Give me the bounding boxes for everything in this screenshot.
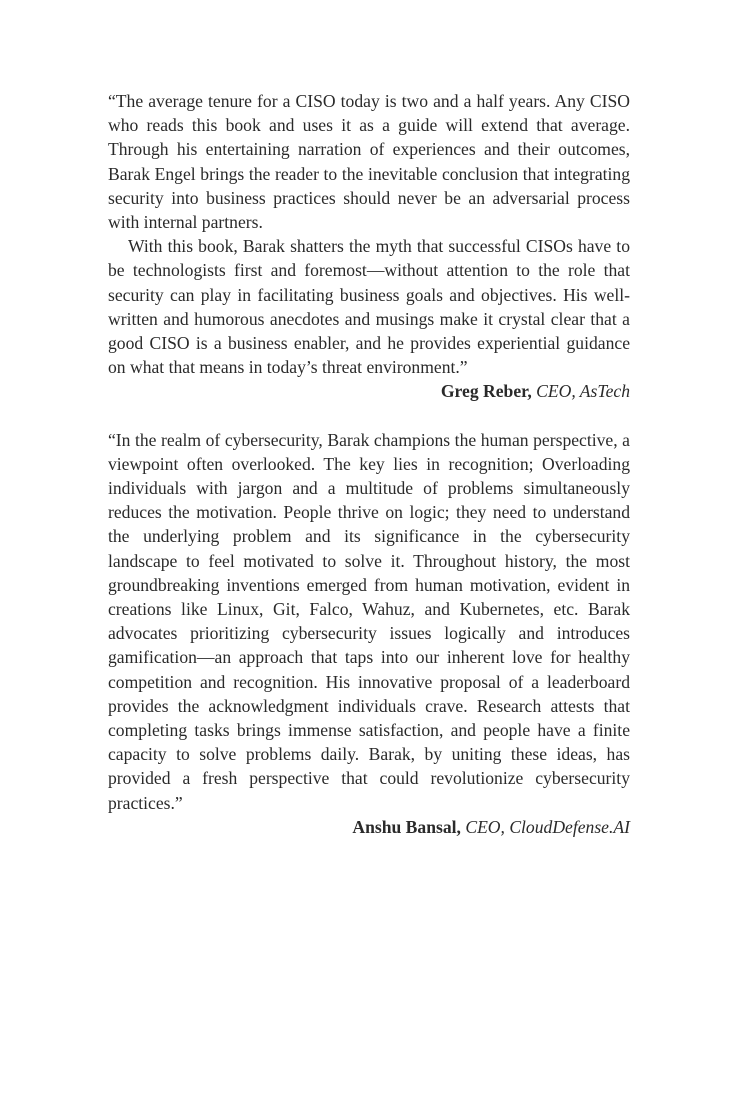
author-name: Anshu Bansal, (352, 816, 461, 837)
author-name: Greg Reber, (440, 381, 532, 402)
testimonial-attribution (108, 379, 630, 403)
testimonial-paragraph: “The average tenure for a CISO today is two and a half years. Any CISO who reads this book and uses it as a guide will extend that average. Through his entertaining narration of experiences and their outcomes, Barak Engel brings the reader to the inevitable conclusion that integrating security into business practices should never be an adversarial process with internal partners. (108, 91, 630, 233)
testimonial-anshu-bansal (108, 428, 630, 839)
testimonial-attribution (108, 815, 630, 839)
testimonial-paragraph: “In the realm of cybersecurity, Barak champions the human perspective, a viewpoint often overlooked. The key lies in recognition; Overloading individuals with jargon and a multitude of problems simultaneously reduces the motivation. People thrive on logic; they need to understand the underlying problem and its significance in the cybersecurity landscape to feel motivated to solve it. Throughout history, the most groundbreaking inventions emerged from human motivation, evident in creations like Linux, Git, Falco, Wahuz, and Kubernetes, etc. Barak advocates prioritizing cybersecurity issues logically and introduces gamification—an approach that taps into our inherent love for healthy competition and recognition. His innovative proposal of a leaderboard provides the acknowledgment individuals crave. Research attests that completing tasks brings immense satisfaction, and people have a finite capacity to solve problems daily. Barak, by uniting these ideas, has provided a fresh perspective that could revolutionize cybersecurity practices.” (108, 429, 630, 813)
testimonials-page (108, 89, 630, 839)
author-role: CEO, CloudDefense.AI (465, 816, 630, 837)
testimonial-greg-reber (108, 89, 630, 404)
author-role: CEO, AsTech (536, 381, 630, 402)
section-spacer (108, 404, 630, 428)
testimonial-paragraph: With this book, Barak shatters the myth that successful CISOs have to be technologists first and foremost—without attention to the role that security can play in facilitating business goals and objectives. His well-written and humorous anecdotes and musings make it crystal clear that a good CISO is a business enabler, and he provides experiential guidance on what that means in today’s threat environment.” (108, 236, 630, 378)
